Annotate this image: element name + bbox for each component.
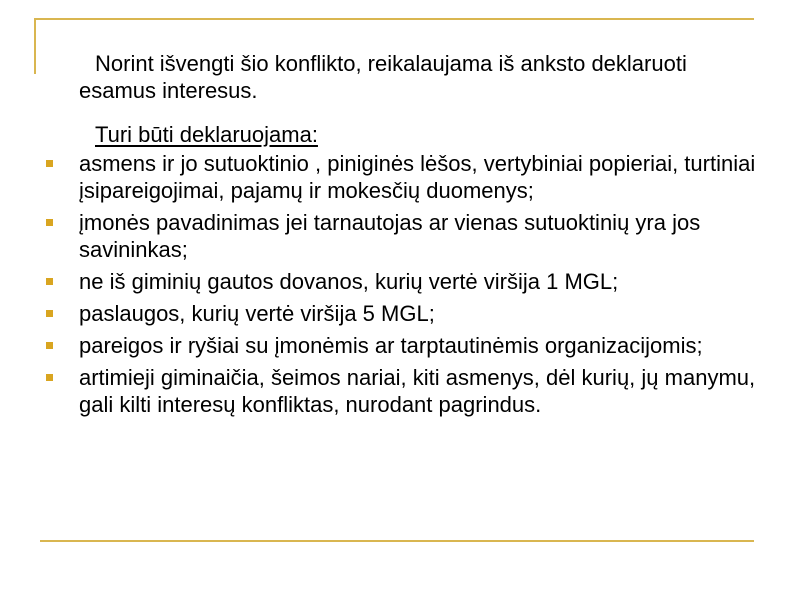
intro-text: Norint išvengti šio konflikto, reikalaujama iš anksto deklaruoti esamus interesus. (79, 51, 687, 103)
declaration-list (0, 150, 800, 423)
list-item (0, 268, 759, 295)
bullet-square-icon (46, 342, 53, 349)
list-item (0, 300, 759, 327)
bullet-square-icon (46, 278, 53, 285)
list-item (0, 209, 759, 263)
list-heading (79, 121, 719, 148)
list-item-text: asmens ir jo sutuoktinio , piniginės lėšos, vertybiniai popieriai, turtiniai įsipareigojimai, pajamų ir mokesčių duomenys; (79, 151, 756, 203)
intro-paragraph (79, 50, 719, 104)
bullet-square-icon (46, 374, 53, 381)
list-item (0, 332, 759, 359)
bullet-square-icon (46, 160, 53, 167)
list-item-text: ne iš giminių gautos dovanos, kurių vertė viršija 1 MGL; (79, 269, 619, 294)
list-item-text: pareigos ir ryšiai su įmonėmis ar tarptautinėmis organizacijomis; (79, 333, 703, 358)
list-heading-text: Turi būti deklaruojama: (95, 122, 318, 147)
list-item-text: artimieji giminaičia, šeimos nariai, kiti asmenys, dėl kurių, jų manymu, gali kilti interesų konfliktas, nurodant pagrindus. (79, 365, 756, 417)
list-item (0, 150, 759, 204)
bullet-square-icon (46, 310, 53, 317)
list-item-text: paslaugos, kurių vertė viršija 5 MGL; (79, 301, 435, 326)
list-item-text: įmonės pavadinimas jei tarnautojas ar vienas sutuoktinių yra jos savininkas; (79, 210, 701, 262)
bullet-square-icon (46, 219, 53, 226)
list-item (0, 364, 759, 418)
